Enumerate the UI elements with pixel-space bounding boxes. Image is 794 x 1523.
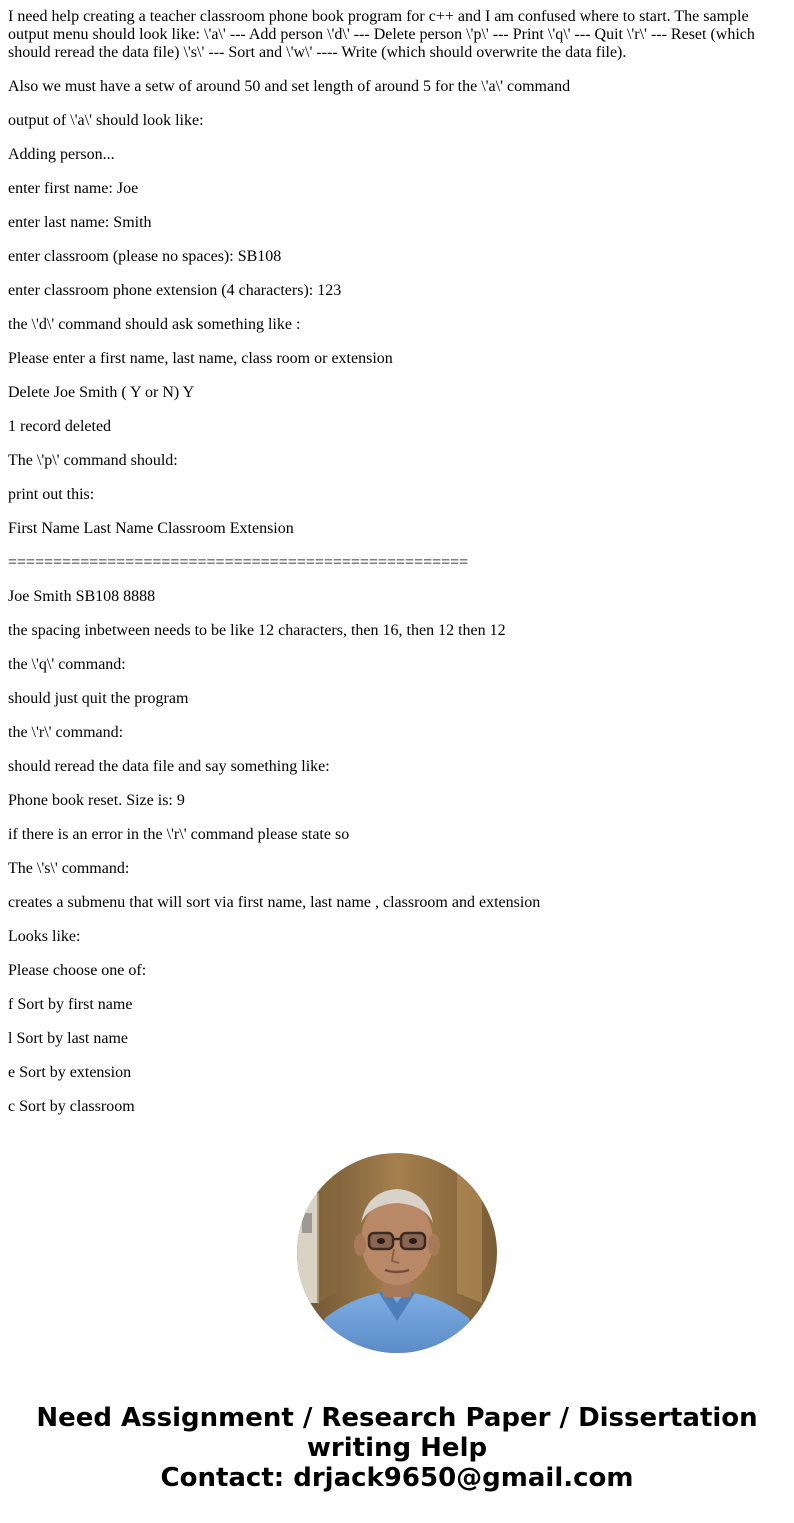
question-line: output of \'a\' should look like: bbox=[8, 112, 204, 129]
footer-contact bbox=[0, 1403, 794, 1493]
question-line: The \'s\' command: bbox=[8, 860, 130, 877]
author-avatar bbox=[297, 1153, 497, 1353]
question-line: enter first name: Joe bbox=[8, 180, 139, 197]
question-line: print out this: bbox=[8, 486, 95, 503]
footer-subheadline: writing Help bbox=[306, 1433, 488, 1463]
question-line: Delete Joe Smith ( Y or N) Y bbox=[8, 384, 195, 401]
question-line: should reread the data file and say something like: bbox=[8, 758, 330, 775]
question-line: Looks like: bbox=[8, 928, 81, 945]
question-line: the \'q\' command: bbox=[8, 656, 126, 673]
question-line: should just quit the program bbox=[8, 690, 189, 707]
question-body bbox=[8, 8, 778, 1132]
question-line: creates a submenu that will sort via first name, last name , classroom and extension bbox=[8, 894, 541, 911]
question-line: l Sort by last name bbox=[8, 1030, 128, 1047]
question-line: Also we must have a setw of around 50 and set length of around 5 for the \'a\' command bbox=[8, 78, 571, 95]
footer-headline: Need Assignment / Research Paper / Dissertation bbox=[36, 1403, 758, 1433]
question-line: the \'d\' command should ask something like : bbox=[8, 316, 301, 333]
question-line: First Name Last Name Classroom Extension bbox=[8, 520, 294, 537]
question-line: 1 record deleted bbox=[8, 418, 112, 435]
person-portrait-icon bbox=[297, 1153, 497, 1353]
question-line: enter last name: Smith bbox=[8, 214, 152, 231]
question-line: The \'p\' command should: bbox=[8, 452, 178, 469]
question-line: Joe Smith SB108 8888 bbox=[8, 588, 156, 605]
question-line: c Sort by classroom bbox=[8, 1098, 135, 1115]
question-line: enter classroom (please no spaces): SB108 bbox=[8, 248, 282, 265]
question-line: the \'r\' command: bbox=[8, 724, 124, 741]
question-line: Adding person... bbox=[8, 146, 115, 163]
question-line: e Sort by extension bbox=[8, 1064, 132, 1081]
question-line: Phone book reset. Size is: 9 bbox=[8, 792, 185, 809]
footer-contact-email: Contact: drjack9650@gmail.com bbox=[160, 1463, 634, 1493]
question-intro: I need help creating a teacher classroom phone book program for c++ and I am confused where to start. The sample output menu should look like: \'a\' --- Add person \'d\' --- Delete person \'p\' --- Print \'q\' --- Quit \'r\' --- Reset (which should reread the data file) \'s\' --- Sort and \'w\' ---- Write (which should overwrite the data file). bbox=[8, 8, 755, 61]
question-line: the spacing inbetween needs to be like 12 characters, then 16, then 12 then 12 bbox=[8, 622, 506, 639]
question-line: enter classroom phone extension (4 characters): 123 bbox=[8, 282, 342, 299]
question-line: f Sort by first name bbox=[8, 996, 133, 1013]
question-line: =================================================== bbox=[8, 554, 469, 571]
question-line: Please enter a first name, last name, class room or extension bbox=[8, 350, 393, 367]
question-line: Please choose one of: bbox=[8, 962, 147, 979]
question-line: if there is an error in the \'r\' command please state so bbox=[8, 826, 350, 843]
